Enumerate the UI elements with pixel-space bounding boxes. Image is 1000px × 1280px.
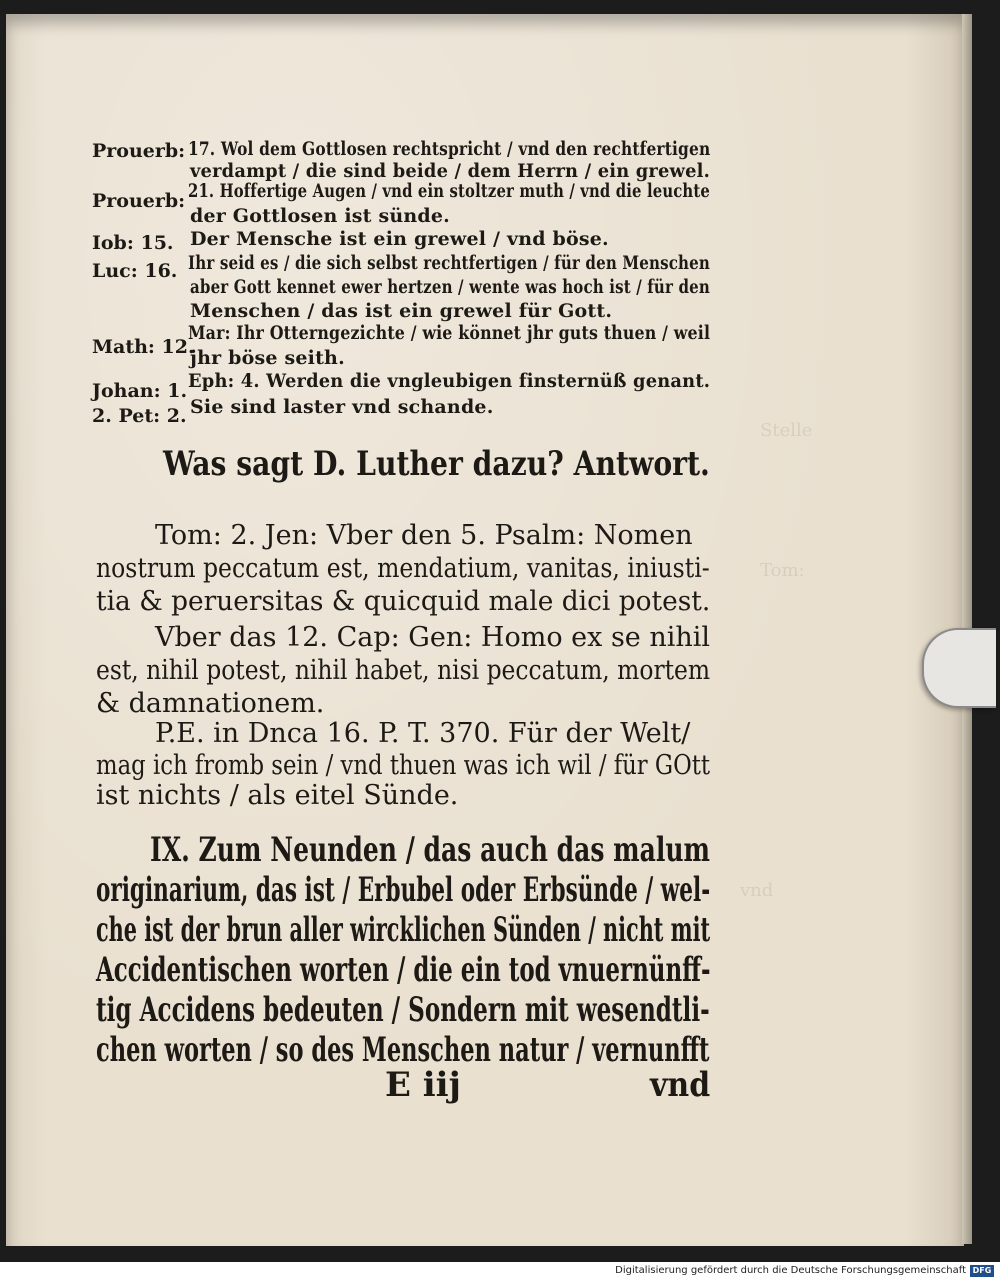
quote-line: mag ich fromb sein / vnd thuen was ich wil / für GOtt: [96, 750, 711, 781]
footer-credit: Digitalisierung gefördert durch die Deutsche Forschungsgemeinschaft: [615, 1265, 966, 1276]
verse-line: 21. Hoffertige Augen / vnd ein stoltzer muth / vnd die leuchte: [188, 180, 710, 202]
catchword: vnd: [650, 1065, 711, 1105]
signature-mark: E iij: [385, 1065, 461, 1105]
section-line: IX. Zum Neunden / das auch das malum: [150, 830, 711, 870]
show-through-text: vnd: [740, 880, 774, 901]
quote-line: Tom: 2. Jen: Vber den 5. Psalm: Nomen: [155, 520, 693, 551]
quote-line: P.E. in Dnca 16. P. T. 370. Für der Welt/: [155, 718, 691, 749]
verse-line: Ihr seid es / die sich selbst rechtfertigen / für den Menschen: [188, 252, 711, 274]
section-line: che ist der brun aller wircklichen Sünden / nicht mit: [96, 910, 711, 950]
verse-line: Menschen / das ist ein grewel für Gott.: [190, 300, 613, 322]
verse-line: Mar: Ihr Otterngezichte / wie könnet jhr guts thuen / weil: [188, 322, 711, 344]
verse-line: verdampt / die sind beide / dem Herrn / ein grewel.: [190, 160, 711, 182]
quote-line: Vber das 12. Cap: Gen: Homo ex se nihil: [155, 622, 711, 653]
verse-ref: Luc: 16.: [92, 260, 178, 282]
verse-line: Eph: 4. Werden die vngleubigen finsternüß genant.: [188, 370, 711, 392]
section-line: tig Accidens bedeuten / Sondern mit wesendtli-: [96, 990, 710, 1030]
verse-line: aber Gott kennet ewer hertzen / wente was hoch ist / für den: [190, 276, 710, 298]
verse-ref: Prouerb:: [92, 190, 186, 212]
quote-line: & damnationem.: [96, 688, 325, 719]
dfg-logo: DFG: [970, 1265, 994, 1277]
quote-line: nostrum peccatum est, mendatium, vanitas, iniusti-: [96, 553, 710, 584]
verse-line: der Gottlosen ist sünde.: [190, 205, 450, 227]
verse-ref: 2. Pet: 2.: [92, 405, 187, 427]
section-line: originarium, das ist / Erbubel oder Erbsünde / wel-: [96, 870, 711, 910]
quote-line: est, nihil potest, nihil habet, nisi peccatum, mortem: [96, 655, 711, 686]
section-line: Accidentischen worten / die ein tod vnuernünff-: [96, 950, 711, 990]
verse-line: Sie sind laster vnd schande.: [190, 396, 494, 418]
verse-ref: Johan: 1.: [92, 380, 188, 402]
verse-line: 17. Wol dem Gottlosen rechtspricht / vnd den rechtfertigen: [188, 138, 711, 160]
show-through-text: Stelle: [760, 420, 813, 441]
page-clip-tab: [922, 628, 996, 708]
verse-ref: Iob: 15.: [92, 232, 174, 254]
verse-line: Der Mensche ist ein grewel / vnd böse.: [190, 228, 609, 250]
quote-line: ist nichts / als eitel Sünde.: [96, 780, 459, 811]
verse-ref: Math: 12.: [92, 336, 195, 358]
verse-ref: Prouerb:: [92, 140, 186, 162]
footer-bar: [0, 1262, 1000, 1280]
quote-line: tia & peruersitas & quicquid male dici potest.: [96, 586, 711, 617]
section-line: chen worten / so des Menschen natur / vernunfft: [96, 1030, 710, 1070]
section-heading: Was sagt D. Luther dazu? Antwort.: [163, 444, 710, 484]
verse-line: jhr böse seith.: [190, 347, 345, 369]
show-through-text: Tom:: [760, 560, 805, 581]
